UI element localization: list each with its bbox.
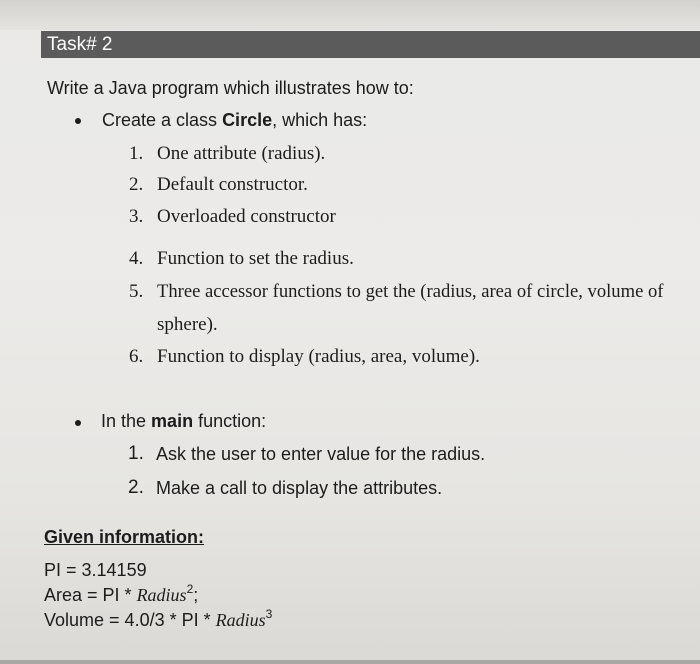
bullet-main-function [101, 410, 266, 432]
list-number: 4. [129, 248, 144, 269]
bullet-prefix: In the [101, 411, 152, 431]
list-number: 2. [128, 477, 144, 498]
pi-line: PI = 3.14159 [44, 560, 147, 580]
formula-variable: Radius [136, 585, 187, 605]
bullet-suffix: function: [193, 411, 267, 431]
intro-text: Write a Java program which illustrates how to: [47, 78, 414, 98]
list-number: 1. [128, 443, 144, 464]
task-heading: Task# 2 [47, 34, 113, 55]
formula-prefix: Area = PI * [44, 585, 137, 605]
formula-exponent: 2 [186, 582, 194, 596]
list-item: Ask the user to enter value for the radius. [156, 444, 486, 464]
list-item: Make a call to display the attributes. [156, 478, 443, 498]
bottom-edge [0, 660, 700, 664]
list-item: One attribute (radius). [157, 143, 326, 164]
formula-exponent: 3 [265, 607, 273, 621]
list-number: 5. [129, 281, 144, 302]
bullet-prefix: Create a class [102, 110, 223, 130]
class-name: Circle [222, 110, 273, 130]
given-info-title: Given information: [44, 527, 205, 547]
volume-formula [44, 609, 272, 631]
list-item-continuation: sphere). [157, 314, 218, 335]
formula-variable: Radius [215, 610, 266, 630]
list-item: Default constructor. [157, 174, 308, 195]
bullet-suffix: , which has: [272, 110, 368, 130]
list-item: Overloaded constructor [157, 206, 336, 227]
task-heading-bar [41, 31, 700, 58]
list-number: 3. [129, 206, 144, 227]
list-item: Function to display (radius, area, volume). [157, 346, 480, 367]
area-formula [44, 584, 198, 606]
list-item: Three accessor functions to get the (radius, area of circle, volume of [157, 281, 664, 302]
bullet-dot [75, 118, 81, 124]
top-strip [0, 0, 700, 30]
list-number: 6. [129, 346, 144, 367]
formula-suffix: ; [193, 585, 199, 605]
main-keyword: main [151, 411, 194, 431]
list-number: 2. [129, 174, 144, 195]
formula-prefix: Volume = 4.0/3 * PI * [44, 610, 216, 630]
list-item: Function to set the radius. [157, 248, 354, 269]
list-number: 1. [129, 143, 144, 164]
bullet-create-class [102, 109, 367, 131]
bullet-dot [75, 420, 81, 426]
